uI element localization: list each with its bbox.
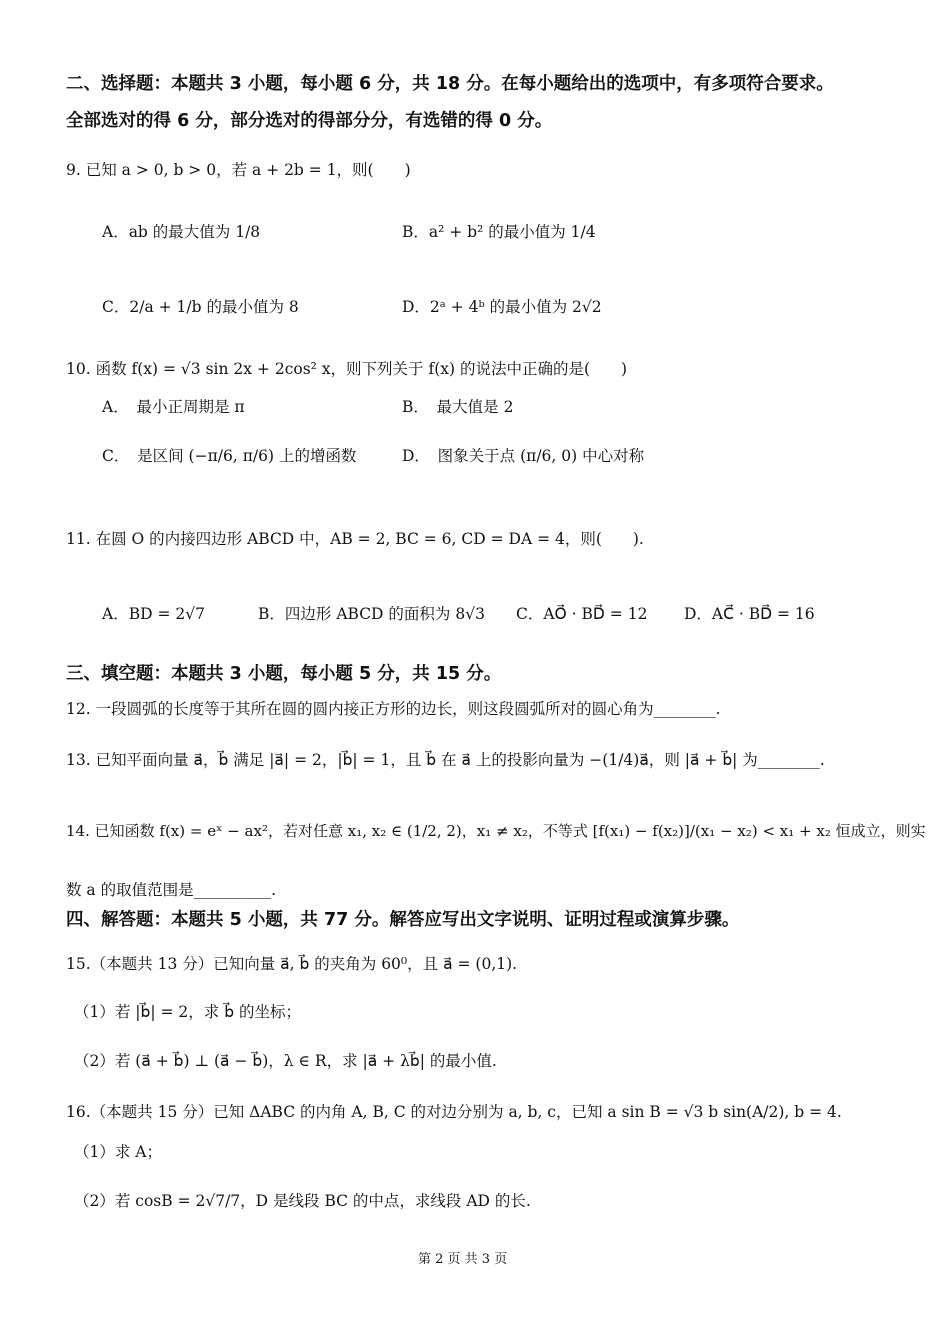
q10-option-a: A． 最小正周期是 π [102,398,245,416]
section4-heading: 四、解答题：本题共 5 小题，共 77 分。解答应写出文字说明、证明过程或演算步骤。 [66,910,740,930]
q11-option-c: C．AO⃗ · BD⃗ = 12 [516,605,648,623]
section2-heading-line1: 二、选择题：本题共 3 小题，每小题 6 分，共 18 分。在每小题给出的选项中，有多项符合要求。 [66,74,834,94]
q16-stem: 16.（本题共 15 分）已知 ΔABC 的内角 A, B, C 的对边分别为 a, b, c，已知 a sin B = √3 b sin(A/2), b = 4. [66,1103,842,1121]
q10-option-c: C． 是区间 (−π/6, π/6) 上的增函数 [102,447,357,465]
q14-line1: 14. 已知函数 f(x) = eˣ − ax²，若对任意 x₁, x₂ ∈ (1/2, 2)，x₁ ≠ x₂，不等式 [f(x₁) − f(x₂)]/(x₁ − x₂) < x₁ + x₂ 恒成立，则实 [66,822,926,840]
q9-option-d: D．2ᵃ + 4ᵇ 的最小值为 2√2 [402,298,602,316]
q15-part1: （1）若 |b⃗| = 2，求 b⃗ 的坐标； [74,1003,301,1021]
q10-option-d: D． 图象关于点 (π/6, 0) 中心对称 [402,447,645,465]
q16-part1: （1）求 A； [74,1143,162,1161]
q11-option-a: A．BD = 2√7 [102,605,205,623]
section2-heading-line2: 全部选对的得 6 分，部分选对的得部分分，有选错的得 0 分。 [66,111,553,131]
q10-stem: 10. 函数 f(x) = √3 sin 2x + 2cos² x，则下列关于 f(x) 的说法中正确的是( ) [66,360,628,378]
q13-stem: 13. 已知平面向量 a⃗，b⃗ 满足 |a⃗| = 2，|b⃗| = 1，且 b⃗ 在 a⃗ 上的投影向量为 −(1/4)a⃗，则 |a⃗ + b⃗| 为________. [66,751,825,769]
q14-line2: 数 a 的取值范围是__________. [66,881,277,899]
q11-option-b: B．四边形 ABCD 的面积为 8√3 [258,605,485,623]
q11-stem: 11. 在圆 O 的内接四边形 ABCD 中，AB = 2, BC = 6, CD = DA = 4，则( ). [66,530,644,548]
q12-stem: 12. 一段圆弧的长度等于其所在圆的圆内接正方形的边长，则这段圆弧所对的圆心角为________. [66,700,721,718]
q9-option-c: C．2/a + 1/b 的最小值为 8 [102,298,299,316]
q9-stem: 9. 已知 a > 0, b > 0，若 a + 2b = 1，则( ) [66,161,411,179]
section3-heading: 三、填空题：本题共 3 小题，每小题 5 分，共 15 分。 [66,664,502,684]
q9-option-a: A．ab 的最大值为 1/8 [102,223,261,241]
q15-stem: 15.（本题共 13 分）已知向量 a⃗, b⃗ 的夹角为 60⁰，且 a⃗ = (0,1). [66,955,518,973]
page-footer: 第 2 页 共 3 页 [418,1252,508,1267]
q16-part2: （2）若 cosB = 2√7/7，D 是线段 BC 的中点，求线段 AD 的长. [74,1192,531,1210]
q11-option-d: D．AC⃗ · BD⃗ = 16 [684,605,815,623]
q10-option-b: B． 最大值是 2 [402,398,514,416]
q9-option-b: B．a² + b² 的最小值为 1/4 [402,223,596,241]
q15-part2: （2）若 (a⃗ + b⃗) ⊥ (a⃗ − b⃗)，λ ∈ R，求 |a⃗ + λb⃗| 的最小值. [74,1052,497,1070]
